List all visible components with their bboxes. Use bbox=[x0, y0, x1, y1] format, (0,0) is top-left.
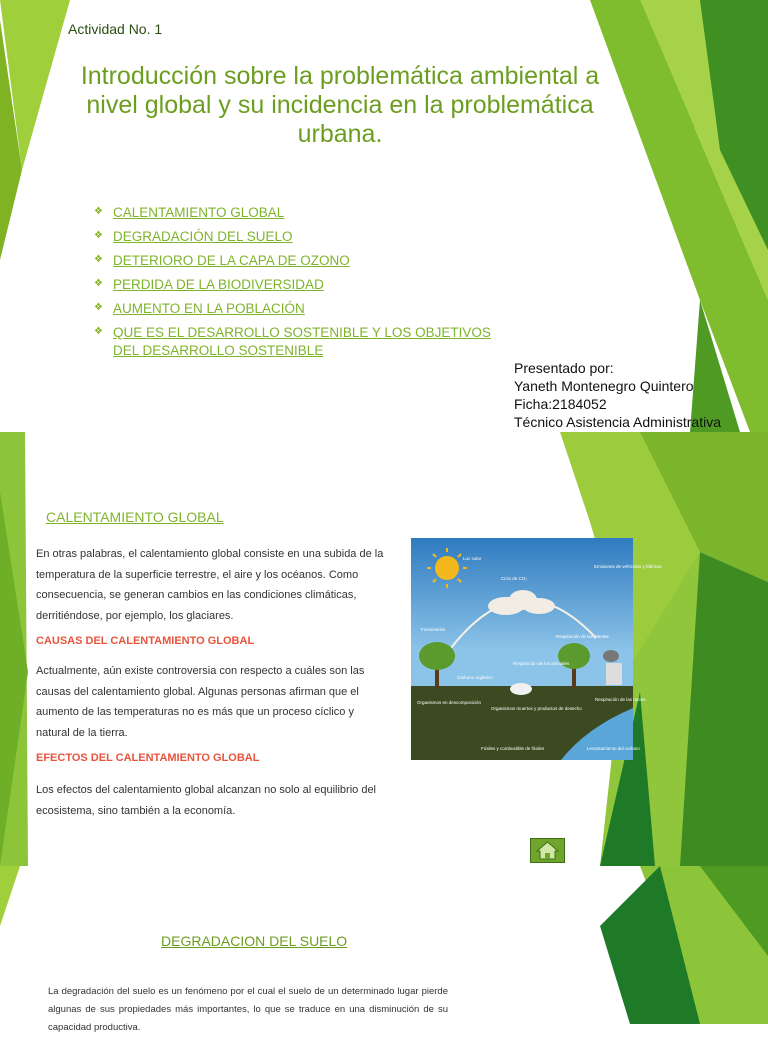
topic-link-poblacion[interactable]: AUMENTO EN LA POBLACIÓN bbox=[113, 301, 305, 316]
label-fosiles: Fósiles y combustible de fósiles bbox=[481, 746, 545, 751]
activity-label: Actividad No. 1 bbox=[68, 21, 163, 37]
topic-link-desarrollo-sostenible[interactable]: QUE ES EL DESARROLLO SOSTENIBLE Y LOS OBJETIVOS DEL DESARROLLO SOSTENIBLE bbox=[113, 325, 491, 358]
list-item bbox=[94, 276, 514, 294]
slide-1 bbox=[0, 0, 768, 432]
topic-link-ozono[interactable]: DETERIORO DE LA CAPA DE OZONO bbox=[113, 253, 350, 268]
list-item bbox=[94, 204, 514, 222]
list-item bbox=[94, 252, 514, 270]
label-raices: Respiración de las raíces bbox=[595, 697, 646, 702]
presenter-name: Yaneth Montenegro Quintero bbox=[514, 378, 694, 394]
diamond-bullet-icon: ❖ bbox=[94, 302, 103, 313]
diamond-bullet-icon: ❖ bbox=[94, 206, 103, 217]
label-fotosintesis: Fotosíntesis bbox=[421, 627, 446, 632]
causes-paragraph: Actualmente, aún existe controversia con respecto a cuáles son las causas del calentamiento global. Algunas personas afirman que el aumento de las temperaturas no es más que un proceso cíclico y natural de la tierra. bbox=[36, 665, 365, 739]
effects-heading: EFECTOS DEL CALENTAMIENTO GLOBAL bbox=[36, 752, 260, 764]
label-carbono: Carbono orgánico bbox=[457, 675, 493, 680]
diamond-bullet-icon: ❖ bbox=[94, 230, 103, 241]
diamond-bullet-icon: ❖ bbox=[94, 278, 103, 289]
effects-paragraph: Los efectos del calentamiento global alcanzan no solo al equilibrio del ecosistema, sino también a la economía. bbox=[36, 784, 377, 817]
list-item bbox=[94, 324, 514, 360]
label-organismos-muertos: Organismos muertos y productos de desecho bbox=[491, 706, 582, 711]
animal-icon bbox=[510, 683, 532, 695]
label-luz-solar: Luz solar bbox=[463, 556, 482, 561]
topic-list bbox=[94, 204, 514, 366]
intro-paragraph: En otras palabras, el calentamiento global consiste en una subida de la temperatura de la superficie terrestre, el aire y los océanos. Como consecuencia, se generan cambios en las condiciones climáticas, derritiéndose, por ejemplo, los glaciares. bbox=[36, 548, 384, 622]
degradacion-paragraph: La degradación del suelo es un fenómeno por el cual el suelo de un determinado lugar pierde algunas de sus propiedades más importantes, lo que se traduce en una disminución de su capacidad productiva. bbox=[48, 986, 448, 1033]
label-ciclo: Ciclo de CO₂ bbox=[501, 576, 528, 581]
causes-heading: CAUSAS DEL CALENTAMIENTO GLOBAL bbox=[36, 635, 255, 647]
slide-title: Introducción sobre la problemática ambiental a nivel global y su incidencia en la problemática urbana. bbox=[80, 62, 600, 148]
list-item bbox=[94, 228, 514, 246]
section-title-degradacion[interactable]: DEGRADACION DEL SUELO bbox=[161, 933, 348, 949]
home-icon bbox=[531, 839, 564, 862]
presenter-heading: Presentado por: bbox=[514, 360, 614, 376]
topic-link-calentamiento[interactable]: CALENTAMIENTO GLOBAL bbox=[113, 205, 285, 220]
label-oceano: Levantamiento del océano bbox=[587, 746, 640, 751]
label-descomposicion: Organismos en descomposición bbox=[417, 700, 482, 705]
label-emisiones: Emisiones de vehículos y fábricas bbox=[594, 564, 662, 569]
list-item bbox=[94, 300, 514, 318]
topic-link-biodiversidad[interactable]: PERDIDA DE LA BIODIVERSIDAD bbox=[113, 277, 324, 292]
home-button[interactable] bbox=[530, 838, 565, 863]
label-resp-plantas: Respiración de las plantas bbox=[556, 634, 609, 639]
carbon-cycle-diagram bbox=[411, 538, 662, 760]
diamond-bullet-icon: ❖ bbox=[94, 326, 103, 337]
sun-icon bbox=[435, 556, 459, 580]
label-resp-animales: Respiración de los animales bbox=[513, 661, 570, 666]
presenter-program: Técnico Asistencia Administrativa bbox=[514, 414, 721, 430]
section-title-calentamiento[interactable]: CALENTAMIENTO GLOBAL bbox=[46, 509, 224, 525]
presenter-block bbox=[514, 359, 721, 431]
topic-link-degradacion[interactable]: DEGRADACIÓN DEL SUELO bbox=[113, 229, 293, 244]
diamond-bullet-icon: ❖ bbox=[94, 254, 103, 265]
presenter-ficha: Ficha:2184052 bbox=[514, 396, 607, 412]
